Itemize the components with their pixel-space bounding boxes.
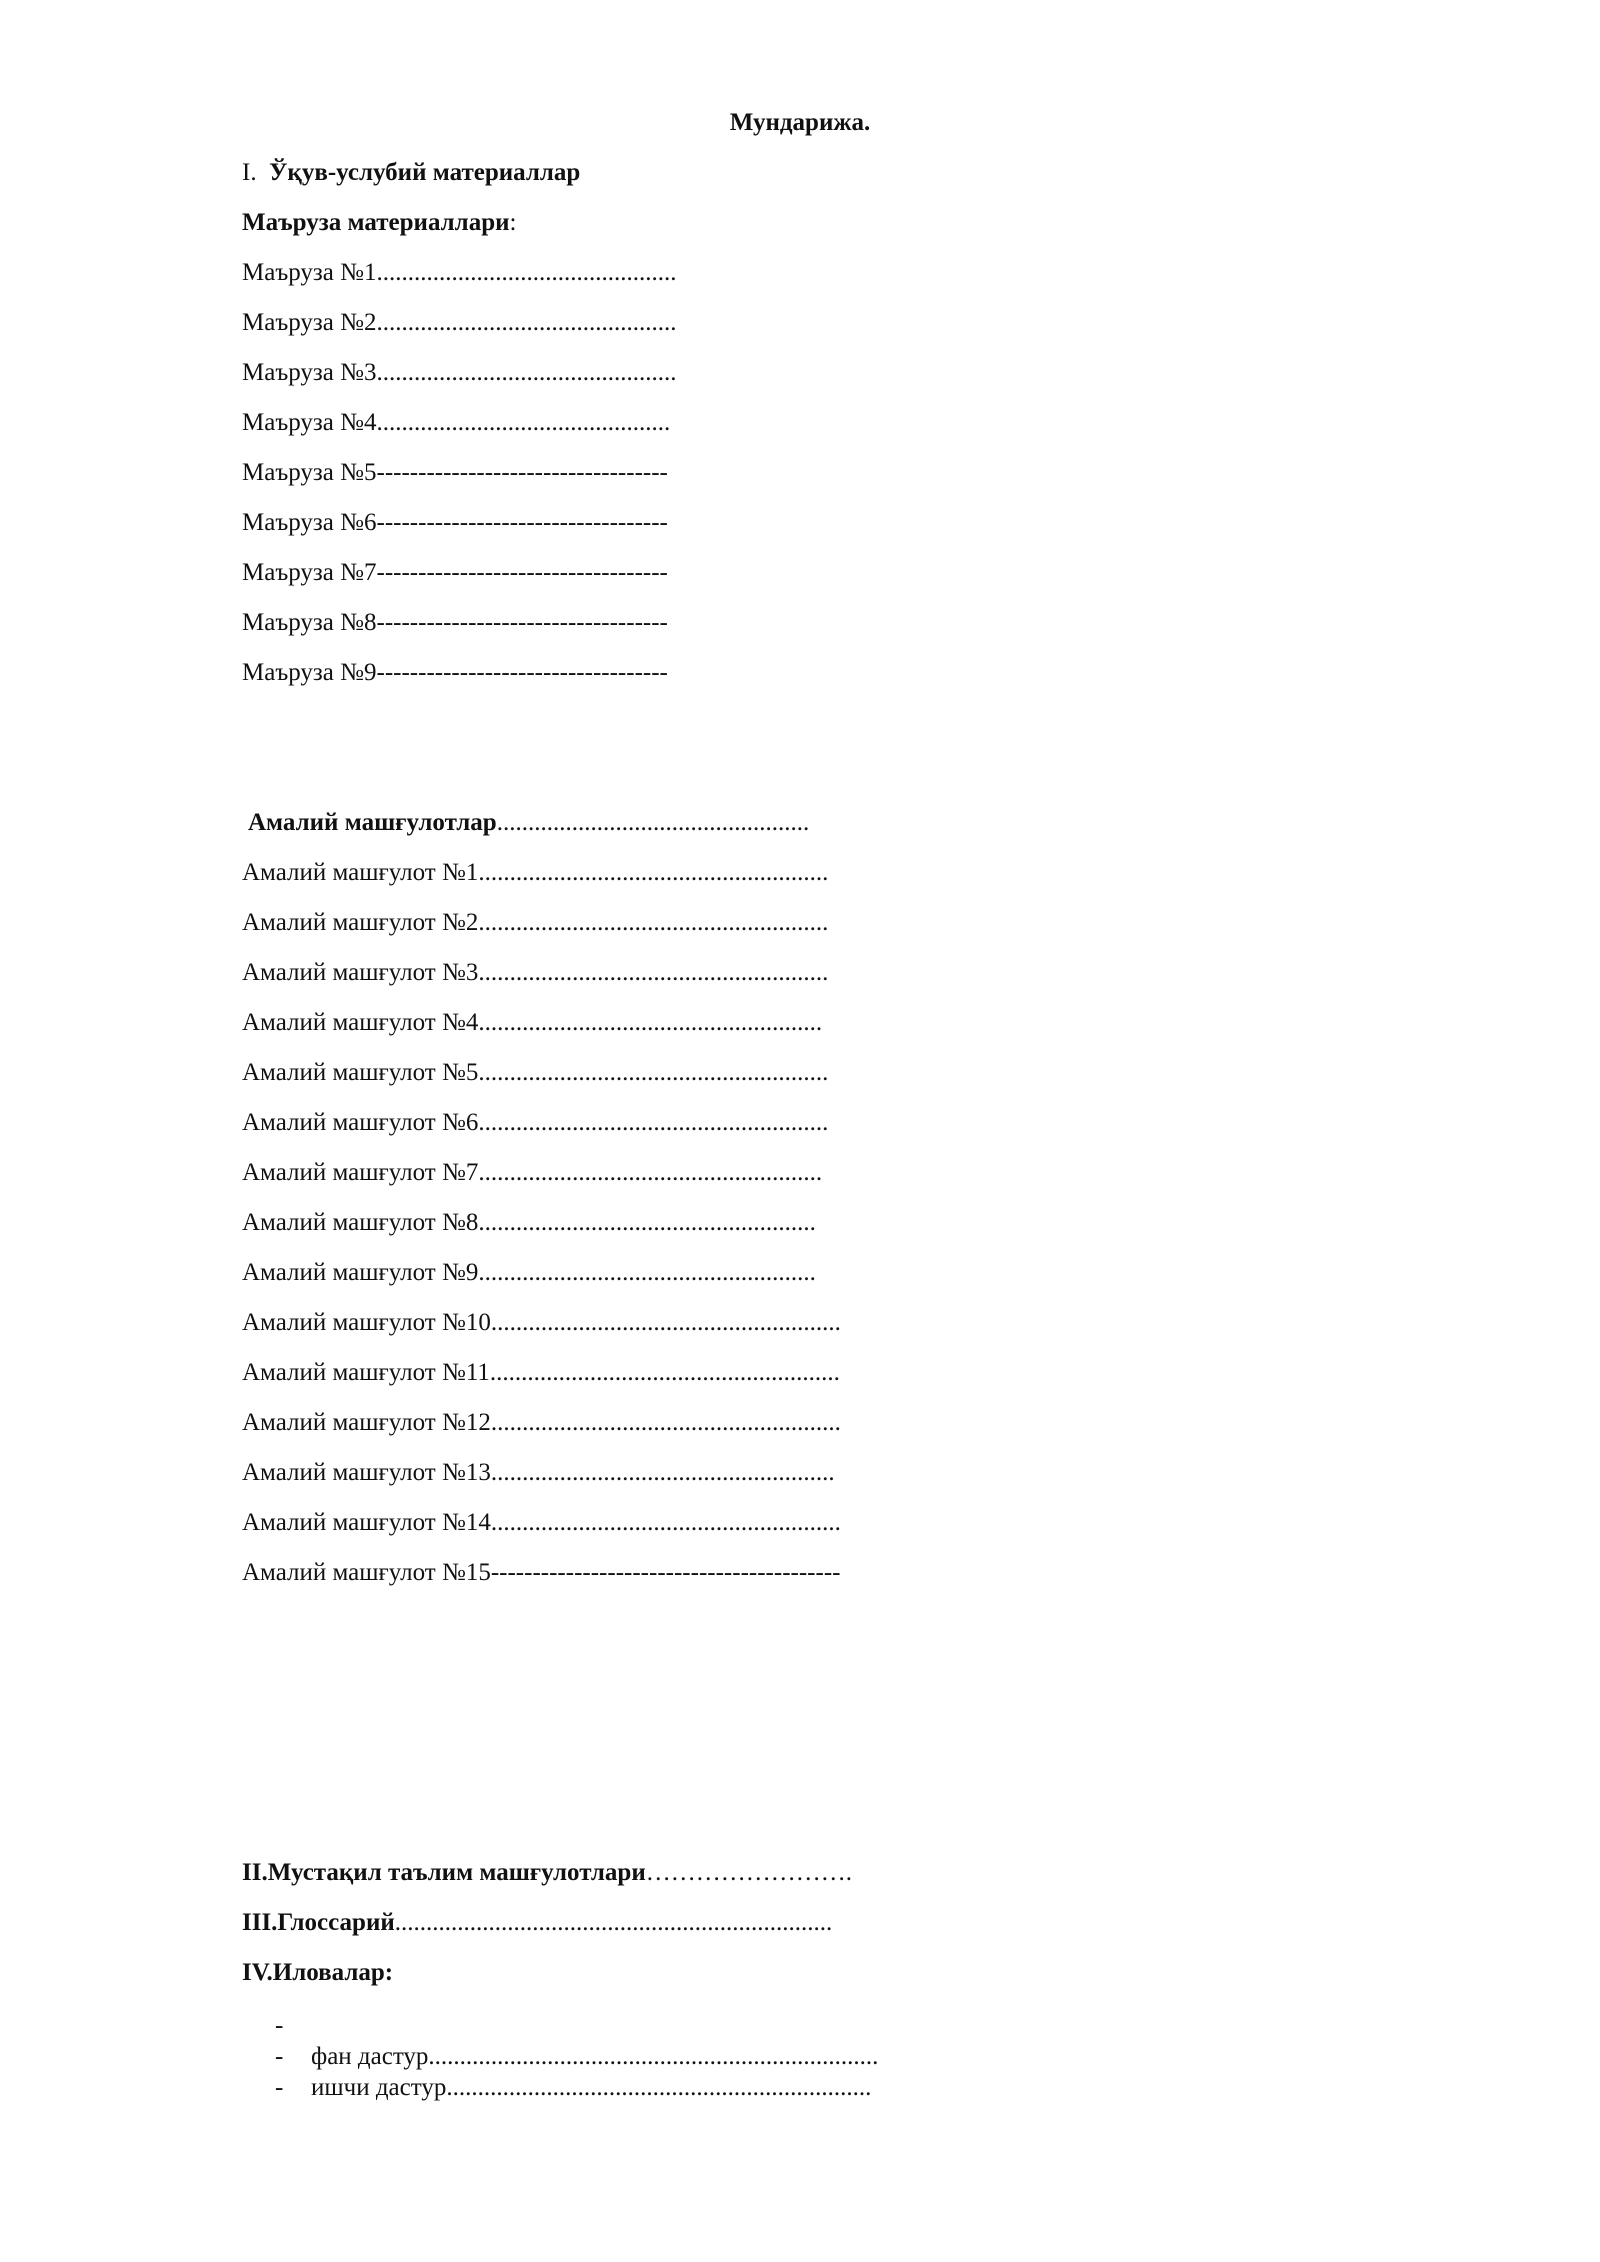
document-title: Мундарижа.: [729, 109, 871, 136]
practical-item[interactable]: Амалий машғулот №8......................................................: [242, 1209, 816, 1236]
lecture-item[interactable]: Маъруза №1................................................: [242, 259, 677, 286]
bullet-dash: -: [275, 2043, 284, 2070]
practical-item[interactable]: Амалий машғулот №9......................................................: [242, 1259, 816, 1286]
practical-item[interactable]: Амалий машғулот №6........................................................: [242, 1109, 829, 1136]
practicals-title: Амалий машғулотлар: [248, 809, 497, 836]
lecture-item[interactable]: Маъруза №7-----------------------------------: [242, 559, 668, 586]
section-3-entry[interactable]: [242, 1908, 832, 1938]
practicals-heading[interactable]: [248, 808, 809, 838]
practical-item[interactable]: Амалий машғулот №4.......................................................: [242, 1009, 823, 1036]
lectures-heading: [242, 208, 516, 238]
lecture-item[interactable]: Маъруза №4...............................................: [242, 409, 671, 436]
lecture-item[interactable]: Маъруза №3................................................: [242, 359, 677, 386]
lecture-item[interactable]: Маъруза №8-----------------------------------: [242, 609, 668, 636]
lectures-title-colon: :: [509, 209, 517, 236]
practical-item[interactable]: Амалий машғулот №13.......................................................: [242, 1459, 835, 1486]
practical-item[interactable]: Амалий машғулот №3........................................................: [242, 959, 829, 986]
section-2-title: II.Мустақил таълим машғулотлари: [242, 1859, 646, 1886]
bullet-dash: -: [275, 2012, 284, 2039]
appendix-list-item[interactable]: [275, 2072, 872, 2103]
practical-item[interactable]: Амалий машғулот №2........................................................: [242, 909, 829, 936]
lecture-item[interactable]: Маъруза №9-----------------------------------: [242, 659, 668, 686]
appendix-item-label[interactable]: ишчи дастур....................................................................: [311, 2074, 872, 2101]
section-1-title: Ўқув-услубий материаллар: [269, 159, 581, 186]
section-3-title: III.Глоссарий: [242, 1909, 395, 1936]
appendix-list-item: [275, 2010, 313, 2041]
lecture-item[interactable]: Маъруза №5-----------------------------------: [242, 459, 668, 486]
practicals-title-dots: ..................................................: [496, 809, 810, 836]
bullet-dash: -: [275, 2074, 284, 2101]
practical-item[interactable]: Амалий машғулот №15------------------------------------------: [242, 1559, 841, 1586]
section-2-entry[interactable]: [242, 1858, 852, 1888]
section-1-numeral: I.: [242, 159, 257, 186]
practical-item[interactable]: Амалий машғулот №11........................................................: [242, 1359, 840, 1386]
appendix-list: [275, 2010, 879, 2103]
appendix-item-label[interactable]: фан дастур........................................................................: [311, 2043, 879, 2070]
lectures-title: Маъруза материаллари: [242, 209, 510, 236]
practical-item[interactable]: Амалий машғулот №10........................................................: [242, 1309, 841, 1336]
practical-item[interactable]: Амалий машғулот №7.......................................................: [242, 1159, 823, 1186]
practical-item[interactable]: Амалий машғулот №12........................................................: [242, 1409, 841, 1436]
appendix-list-item[interactable]: [275, 2041, 879, 2072]
practical-item[interactable]: Амалий машғулот №5........................................................: [242, 1059, 829, 1086]
section-1-heading: [242, 158, 580, 188]
section-4-title: IV.Иловалар:: [242, 1959, 394, 1986]
lecture-item[interactable]: Маъруза №2................................................: [242, 309, 677, 336]
lecture-item[interactable]: Маъруза №6-----------------------------------: [242, 509, 668, 536]
section-3-dots: ......................................................................: [394, 1909, 833, 1936]
practical-item[interactable]: Амалий машғулот №14........................................................: [242, 1509, 841, 1536]
section-2-dots: …………………….: [645, 1859, 852, 1886]
practical-item[interactable]: Амалий машғулот №1........................................................: [242, 859, 829, 886]
